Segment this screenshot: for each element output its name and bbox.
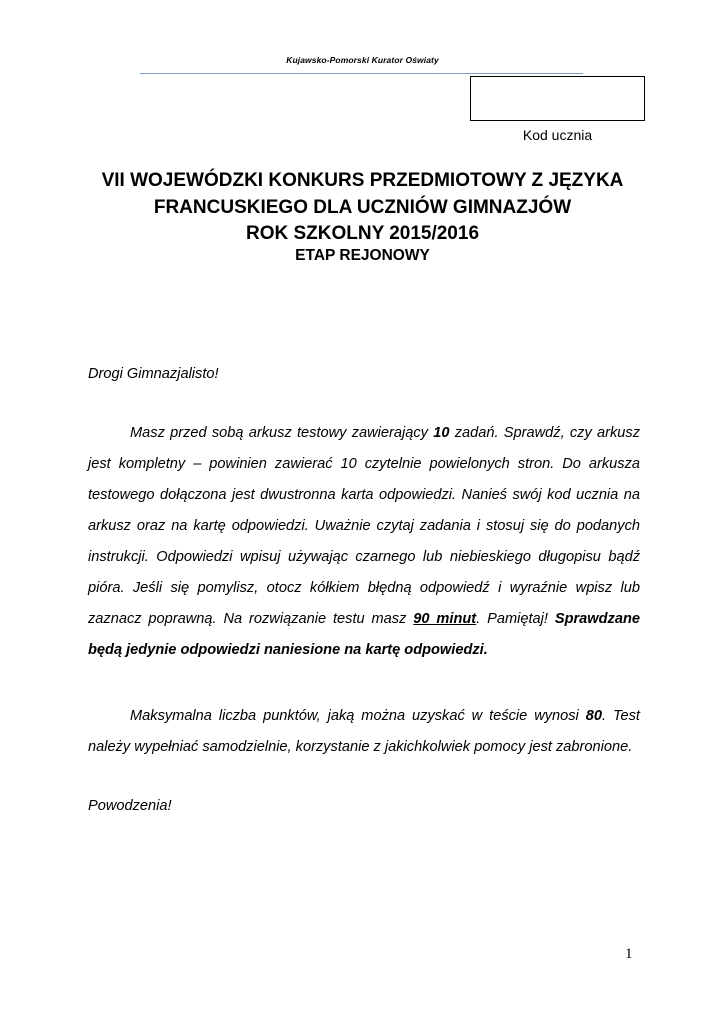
title-line-2: FRANCUSKIEGO DLA UCZNIÓW GIMNAZJÓW [153, 196, 572, 218]
student-code-box[interactable] [470, 76, 645, 121]
stage-subtitle: ETAP REJONOWY [295, 247, 430, 264]
answer-sheet-warning: Sprawdzane będą jedynie odpowiedzi naniesione na kartę odpowiedzi. [88, 611, 640, 658]
document-title [60, 168, 665, 248]
p1-text-c: . Pamiętaj! [476, 611, 555, 627]
title-line-3: ROK SZKOLNY 2015/2016 [245, 223, 480, 244]
student-code-label: Kod ucznia [522, 127, 593, 143]
p1-text-b: zadań. Sprawdź, czy arkusz jest kompletny – powinien zawierać 10 czytelnie powielonych stron. Do arkusza testowego dołączona jest dwustronna karta odpowiedzi. Nanieś swój kod ucznia na arkusz oraz na kartę odpowiedzi. Uważnie czytaj zadania i stosuj się do podanych instrukcji. Odpowiedzi wpisuj używając czarnego lub niebieskiego długopisu bądź pióra. Jeśli się pomylisz, otocz kółkiem błędną odpowiedź i wyraźnie wpisz lub zaznacz poprawną. Na rozwiązanie testu masz [88, 425, 640, 627]
time-limit: 90 minut [413, 611, 477, 627]
greeting: Drogi Gimnazjalisto! [88, 366, 219, 382]
task-count: 10 [433, 425, 450, 441]
header-divider [140, 73, 583, 74]
instructions-paragraph-1 [88, 418, 640, 666]
p2-text-b: . Test należy wypełniać samodzielnie, korzystanie z jakichkolwiek pomocy jest zabronione. [88, 708, 640, 755]
closing-wish: Powodzenia! [88, 798, 172, 814]
page-number: 1 [625, 946, 633, 962]
header-organization: Kujawsko-Pomorski Kurator Oświaty [286, 55, 439, 65]
p2-text-a: Maksymalna liczba punktów, jaką można uzyskać w teście wynosi [130, 708, 586, 724]
max-points: 80 [585, 708, 602, 724]
title-line-1: VII WOJEWÓDZKI KONKURS PRZEDMIOTOWY Z JĘZYKA [101, 170, 624, 191]
instructions-paragraph-2 [88, 701, 640, 763]
p1-text-a: Masz przed sobą arkusz testowy zawierający [130, 425, 434, 441]
